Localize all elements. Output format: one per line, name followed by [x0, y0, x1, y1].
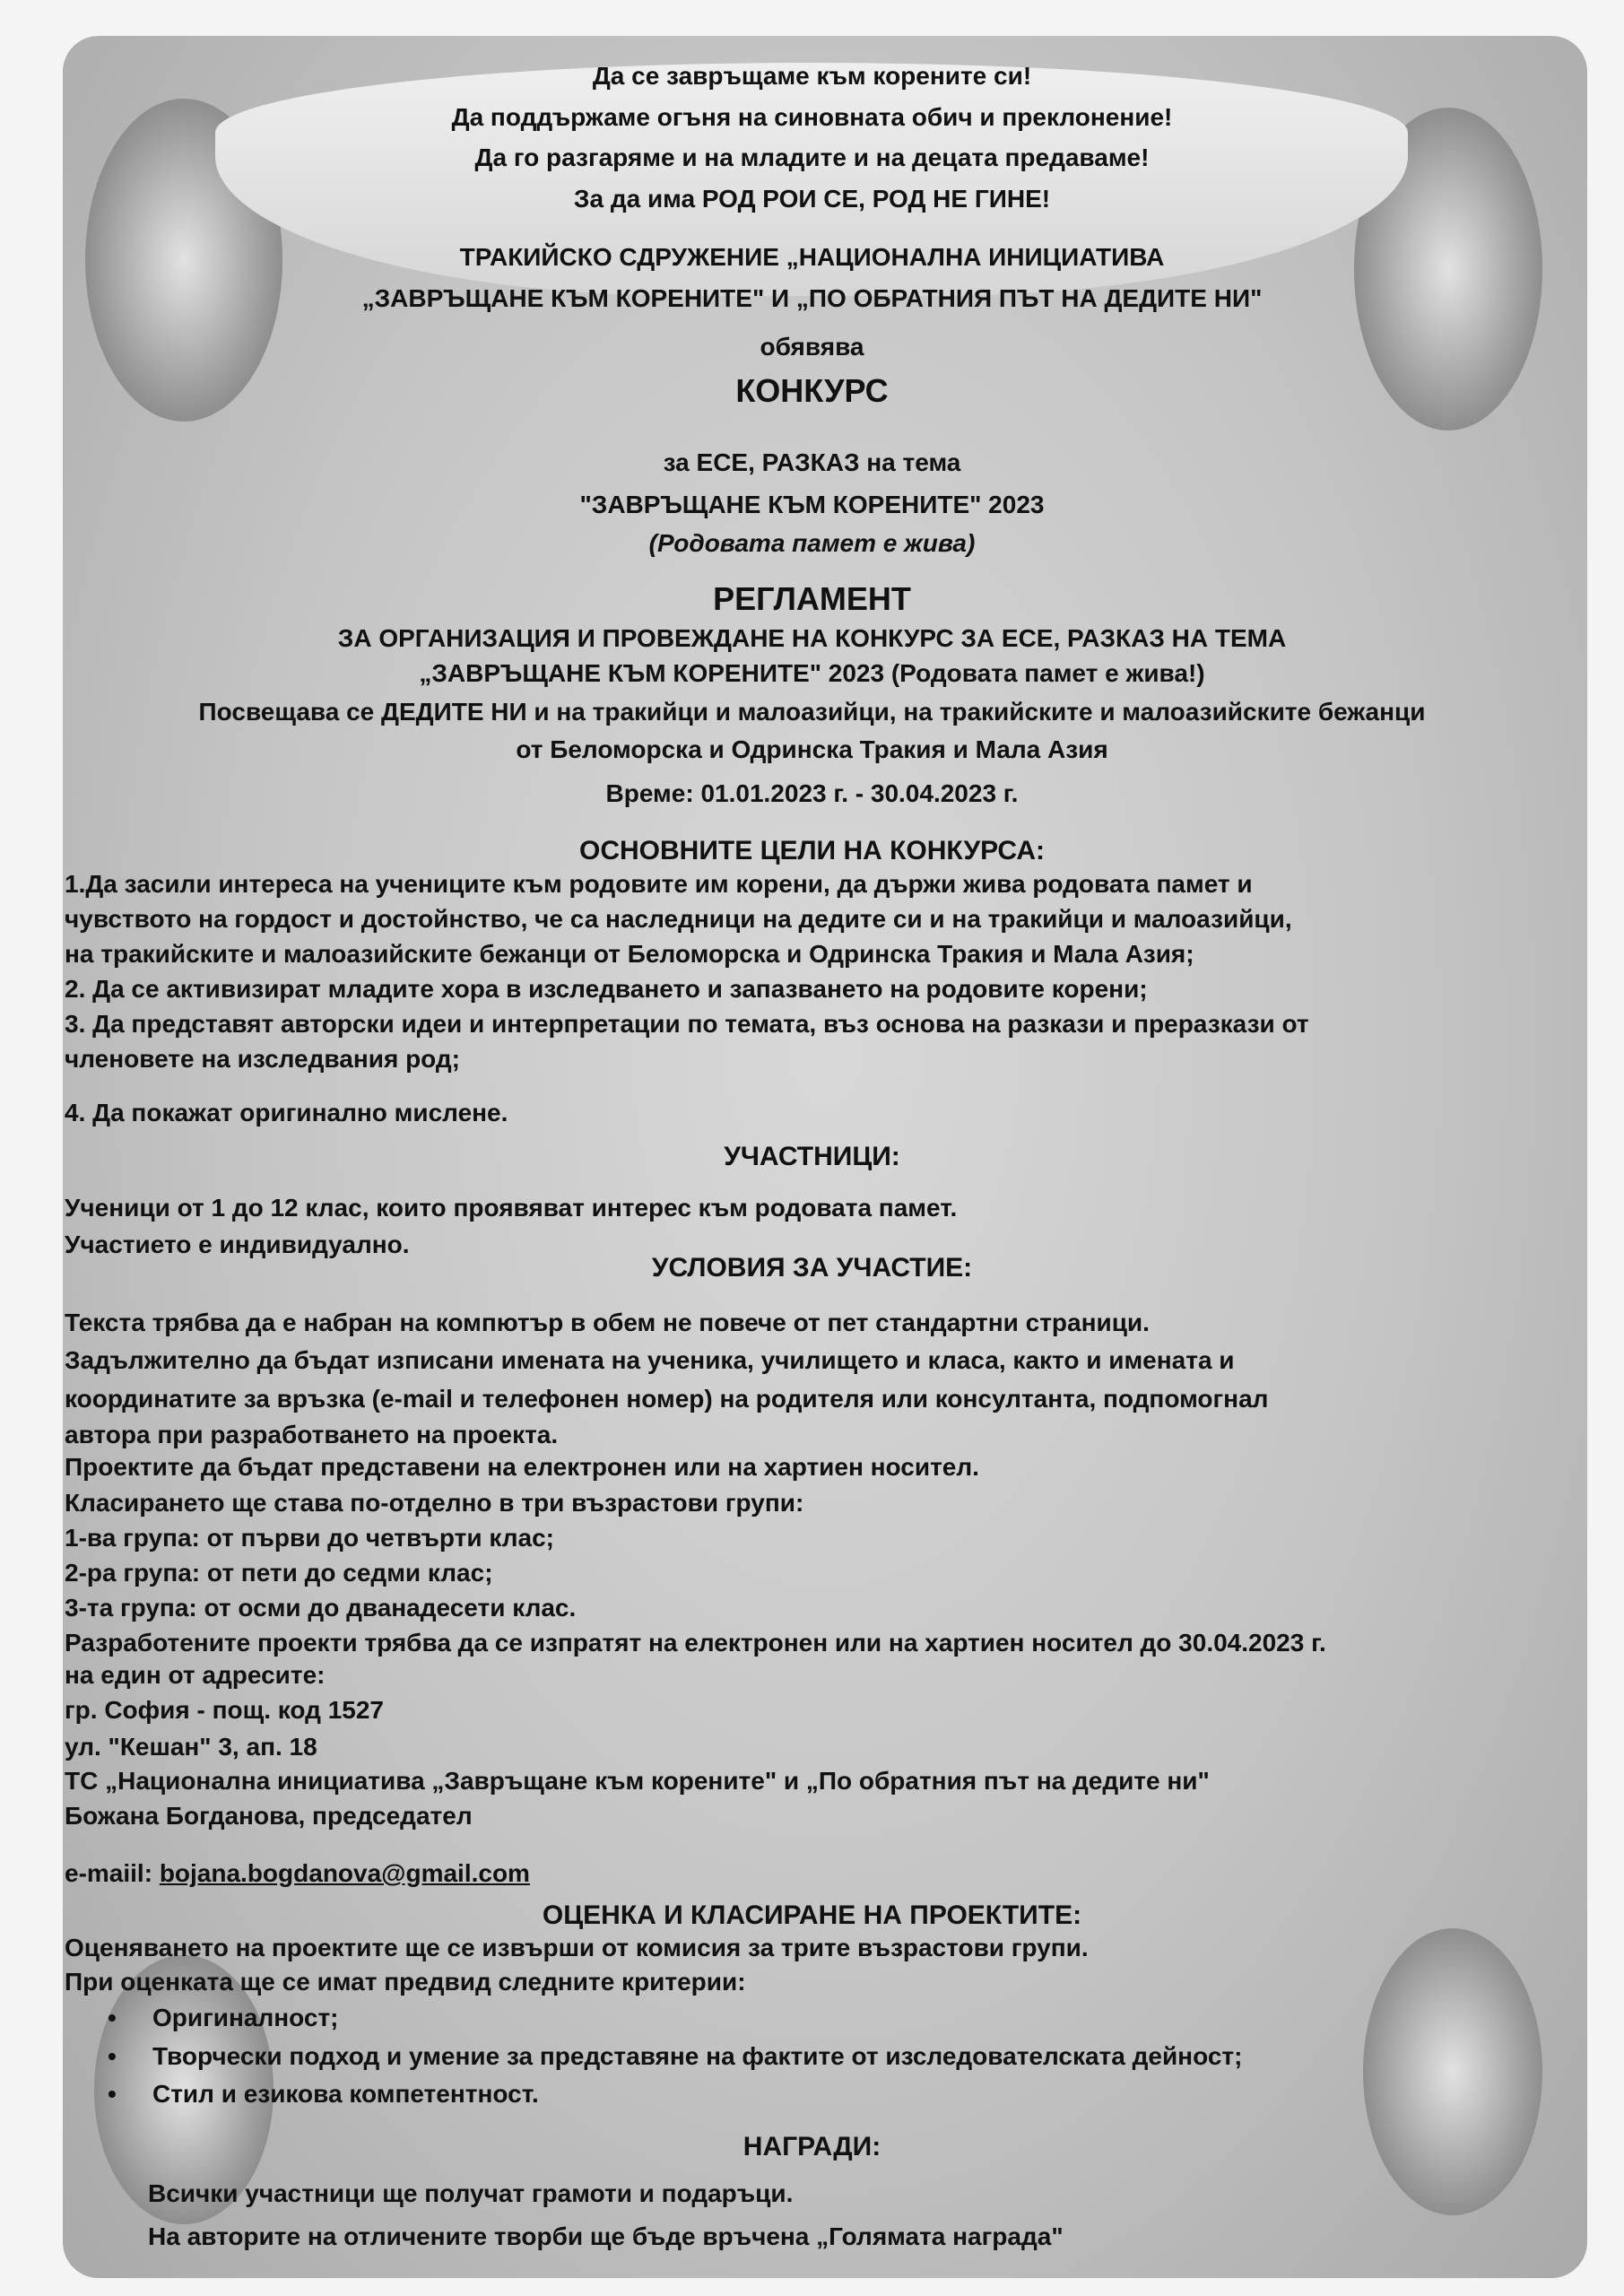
evaluation-line: Оценяването на проектите ще се извърши от комисия за трите възрастови групи. [65, 1934, 1089, 1961]
email-row [65, 1857, 530, 1890]
subject-line: (Родовата памет е жива) [648, 529, 976, 557]
goal-line: 1.Да засили интереса на учениците към родовите им корени, да държи жива родовата памет и [65, 870, 1253, 898]
condition-line: на един от адресите: [65, 1661, 326, 1689]
email-label: e-maiil: [65, 1859, 153, 1887]
regulation-line: Посвещава се ДЕДИТЕ НИ и на тракийци и малоазийци, на тракийските и малоазийските бежанци [198, 698, 1426, 726]
condition-line: Класирането ще става по-отделно в три възрастови групи: [65, 1489, 804, 1517]
bullet-icon: • [108, 2080, 117, 2108]
condition-line: автора при разработването на проекта. [65, 1421, 559, 1448]
condition-line: 1-ва група: от първи до четвърти клас; [65, 1524, 554, 1552]
motto-line: Да го разгаряме и на младите и на децата предаваме! [474, 144, 1150, 171]
goal-line: членовете на изследвания род; [65, 1045, 460, 1073]
email-link[interactable]: bojana.bogdanova@gmail.com [159, 1859, 530, 1887]
subject-line: "ЗАВРЪЩАНЕ КЪМ КОРЕНИТЕ" 2023 [579, 491, 1045, 518]
condition-line: координатите за връзка (e-mail и телефонен номер) на родителя или консултанта, подпомогнал [65, 1385, 1269, 1413]
condition-line: Проектите да бъдат представени на електронен или на хартиен носител. [65, 1453, 979, 1481]
subject-line: за ЕСЕ, РАЗКАЗ на тема [663, 448, 961, 476]
criterion-item: Стил и езикова компетентност. [152, 2080, 539, 2108]
announces-text: обявява [760, 333, 864, 361]
condition-line: Разработените проекти трябва да се изпратят на електронен или на хартиен носител до 30.04.2023 г. [65, 1629, 1326, 1657]
regulation-line: от Беломорска и Одринска Тракия и Мала Азия [516, 735, 1108, 763]
criterion-item: Оригиналност; [152, 2004, 339, 2031]
regulation-line: ЗА ОРГАНИЗАЦИЯ И ПРОВЕЖДАНЕ НА КОНКУРС ЗА ЕСЕ, РАЗКАЗ НА ТЕМА [337, 624, 1287, 652]
condition-line: Текста трябва да е набран на компютър в обем не повече от пет стандартни страници. [65, 1309, 1150, 1336]
participants-title: УЧАСТНИЦИ: [724, 1142, 900, 1171]
condition-line: 3-та група: от осми до дванадесети клас. [65, 1594, 577, 1622]
goal-line: 3. Да представят авторски идеи и интерпретации по темата, въз основа на разкази и преразкази от [65, 1010, 1309, 1038]
address-line: Божана Богданова, председател [65, 1802, 473, 1830]
condition-line: 2-ра група: от пети до седми клас; [65, 1559, 493, 1587]
bullet-icon: • [108, 2004, 117, 2031]
address-line: ТС „Национална инициатива „Завръщане към корените" и „По обратния път на дедите ни" [65, 1767, 1210, 1795]
scroll-roll-decoration [1363, 1928, 1542, 2215]
participants-line: Ученици от 1 до 12 клас, които проявяват интерес към родовата памет. [65, 1194, 958, 1222]
motto-line: За да има РОД РОИ СЕ, РОД НЕ ГИНЕ! [573, 185, 1051, 213]
criterion-item: Творчески подход и умение за представяне на фактите от изследователската дейност; [152, 2042, 1243, 2070]
organizer-line: ТРАКИЙСКО СДРУЖЕНИЕ „НАЦИОНАЛНА ИНИЦИАТИВА [459, 243, 1165, 271]
awards-line: Всички участници ще получат грамоти и подаръци. [148, 2179, 794, 2207]
motto-line: Да се завръщаме към корените си! [592, 62, 1032, 90]
goal-line: 4. Да покажат оригинално мислене. [65, 1099, 508, 1126]
regulation-title: РЕГЛАМЕНТ [713, 580, 911, 617]
regulation-line: „ЗАВРЪЩАНЕ КЪМ КОРЕНИТЕ" 2023 (Родовата памет е жива!) [419, 659, 1205, 687]
condition-line: Задължително да бъдат изписани имената на ученика, училището и класа, както и имената и [65, 1346, 1235, 1374]
goal-line: чувството на гордост и достойнство, че са наследници на дедите си и на тракийци и малоазийци, [65, 905, 1292, 933]
evaluation-line: При оценката ще се имат предвид следните критерии: [65, 1968, 746, 1996]
address-line: ул. "Кешан" 3, ап. 18 [65, 1733, 317, 1761]
goal-line: 2. Да се активизират младите хора в изследването и запазването на родовите корени; [65, 975, 1148, 1003]
awards-title: НАГРАДИ: [743, 2132, 881, 2161]
participants-line: Участието е индивидуално. [65, 1231, 410, 1258]
regulation-dates: Време: 01.01.2023 г. - 30.04.2023 г. [605, 779, 1019, 807]
goal-line: на тракийските и малоазийските бежанци от Беломорска и Одринска Тракия и Мала Азия; [65, 940, 1194, 968]
conditions-title: УСЛОВИЯ ЗА УЧАСТИЕ: [651, 1253, 973, 1283]
contest-title: КОНКУРС [735, 372, 889, 409]
goals-title: ОСНОВНИТЕ ЦЕЛИ НА КОНКУРСА: [579, 836, 1045, 865]
organizer-line: „ЗАВРЪЩАНЕ КЪМ КОРЕНИТЕ" И „ПО ОБРАТНИЯ ПЪТ НА ДЕДИТЕ НИ" [361, 284, 1263, 312]
awards-line: На авторите на отличените творби ще бъде връчена „Голямата награда" [148, 2222, 1064, 2250]
address-line: гр. София - пощ. код 1527 [65, 1696, 385, 1724]
motto-line: Да поддържаме огъня на синовната обич и преклонение! [451, 103, 1173, 131]
evaluation-title: ОЦЕНКА И КЛАСИРАНЕ НА ПРОЕКТИТЕ: [542, 1900, 1082, 1930]
bullet-icon: • [108, 2042, 117, 2070]
